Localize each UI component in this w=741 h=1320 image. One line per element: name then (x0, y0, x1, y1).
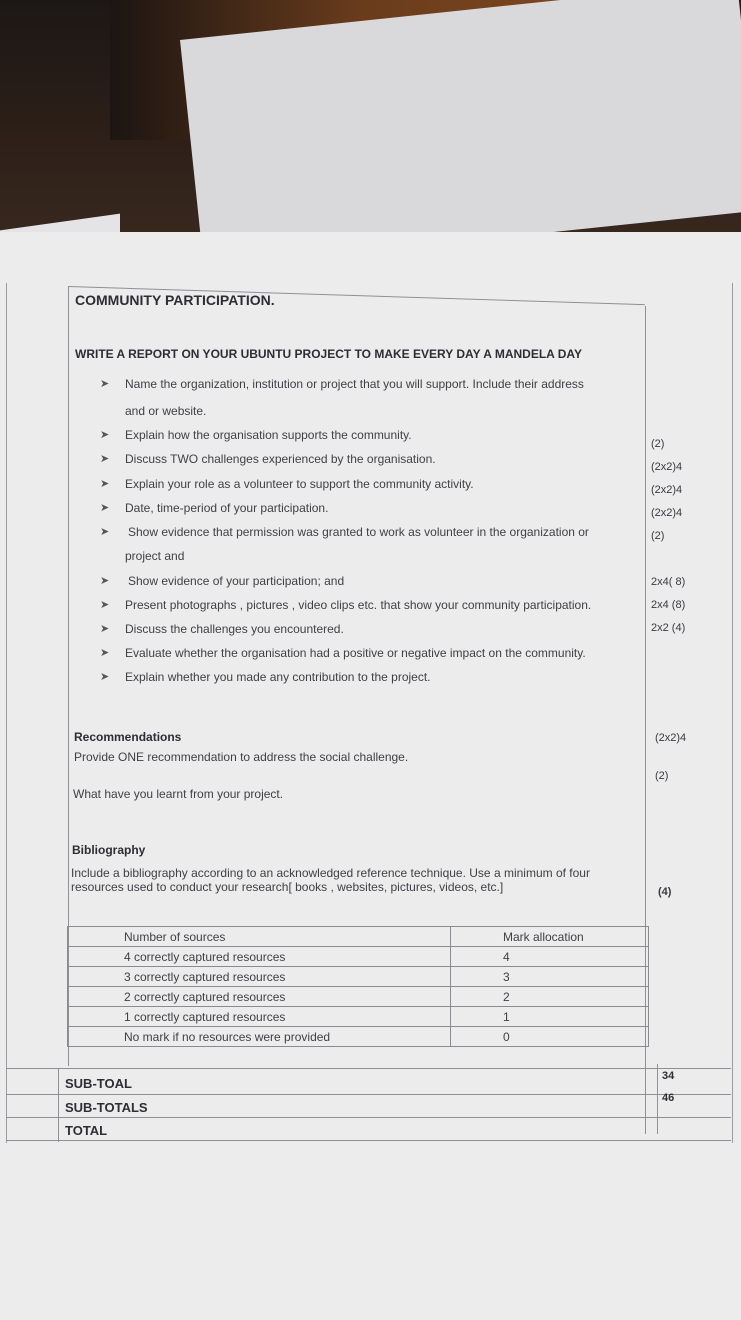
task-item: Explain your role as a volunteer to support the community activity. (125, 477, 474, 491)
task-item: Discuss the challenges you encountered. (125, 622, 344, 636)
table-cell: 2 correctly captured resources (68, 987, 451, 1007)
task-mark: (2x2)4 (651, 484, 683, 496)
table-cell: 4 (451, 947, 649, 967)
subtotal-value: 34 (662, 1070, 675, 1082)
task-item: Evaluate whether the organisation had a positive or negative impact on the community. (125, 646, 586, 660)
report-instruction: WRITE A REPORT ON YOUR UBUNTU PROJECT TO MAKE EVERY DAY A MANDELA DAY (75, 347, 582, 361)
bullet-icon: ➤ (100, 671, 110, 683)
mark-allocation-table (67, 926, 649, 1047)
task-item: Explain whether you made any contribution to the project. (125, 670, 431, 684)
task-mark: 2x4( 8) (651, 576, 686, 588)
learning-mark: (2) (655, 770, 669, 782)
task-item: Date, time-period of your participation. (125, 501, 329, 515)
footer-bottom-rule (6, 1140, 731, 1141)
recommendations-heading: Recommendations (74, 730, 182, 744)
bibliography-text: Include a bibliography according to an acknowledged reference technique. Use a minimum of four (71, 866, 590, 880)
page-title: COMMUNITY PARTICIPATION. (75, 292, 275, 308)
table-header-cell: Number of sources (68, 927, 451, 947)
task-item: Explain how the organisation supports the community. (125, 428, 412, 442)
table-cell: 2 (451, 987, 649, 1007)
bibliography-heading: Bibliography (72, 843, 146, 857)
bullet-icon: ➤ (100, 378, 110, 390)
table-cell: 3 correctly captured resources (68, 967, 451, 987)
table-cell: 0 (451, 1027, 649, 1047)
table-row (68, 987, 649, 1007)
bullet-icon: ➤ (100, 526, 110, 538)
bullet-icon: ➤ (100, 502, 110, 514)
bullet-icon: ➤ (100, 429, 110, 441)
table-header-cell: Mark allocation (451, 927, 649, 947)
footer-top-rule (6, 1068, 731, 1069)
footer-value-border (657, 1064, 658, 1134)
task-item: Name the organization, institution or project that you will support. Include their address (125, 377, 584, 391)
table-cell: 4 correctly captured resources (68, 947, 451, 967)
table-row (68, 1007, 649, 1027)
table-cell: 1 correctly captured resources (68, 1007, 451, 1027)
footer-label-border (58, 1068, 59, 1142)
task-mark: (2) (651, 438, 665, 450)
task-item-continued: project and (125, 549, 185, 563)
bibliography-mark: (4) (658, 886, 672, 898)
recommendation-mark: (2x2)4 (655, 732, 687, 744)
bullet-icon: ➤ (100, 599, 110, 611)
table-cell: 1 (451, 1007, 649, 1027)
footer-rule-1 (6, 1094, 731, 1095)
task-mark: (2x2)4 (651, 461, 683, 473)
learning-text: What have you learnt from your project. (73, 787, 284, 801)
bullet-icon: ➤ (100, 453, 110, 465)
bullet-icon: ➤ (100, 623, 110, 635)
bullet-icon: ➤ (100, 575, 110, 587)
table-row (68, 947, 649, 967)
footer-rule-2 (6, 1117, 731, 1118)
total-label: TOTAL (65, 1123, 108, 1138)
task-mark: 2x2 (4) (651, 622, 686, 634)
task-item: Show evidence of your participation; and (128, 574, 345, 588)
table-row (68, 1027, 649, 1047)
task-item: Discuss TWO challenges experienced by the organisation. (125, 452, 436, 466)
bullet-icon: ➤ (100, 478, 110, 490)
table-cell: 3 (451, 967, 649, 987)
task-item: Show evidence that permission was granted to work as volunteer in the organization or (128, 525, 589, 539)
table-cell: No mark if no resources were provided (68, 1027, 451, 1047)
subtotals-value: 46 (662, 1092, 675, 1104)
task-mark: 2x4 (8) (651, 599, 686, 611)
bullet-icon: ➤ (100, 647, 110, 659)
table-header-row (68, 927, 649, 947)
subtotals-label: SUB-TOTALS (65, 1100, 148, 1115)
task-mark: (2x2)4 (651, 507, 683, 519)
task-item: Present photographs , pictures , video clips etc. that show your community participation. (125, 598, 592, 612)
task-mark: (2) (651, 530, 665, 542)
table-row (68, 967, 649, 987)
bibliography-text-continued: resources used to conduct your research[ books , websites, pictures, videos, etc.] (71, 880, 504, 894)
recommendation-text: Provide ONE recommendation to address the social challenge. (74, 750, 409, 764)
task-item-continued: and or website. (125, 404, 207, 418)
subtotal-label: SUB-TOAL (65, 1076, 132, 1091)
